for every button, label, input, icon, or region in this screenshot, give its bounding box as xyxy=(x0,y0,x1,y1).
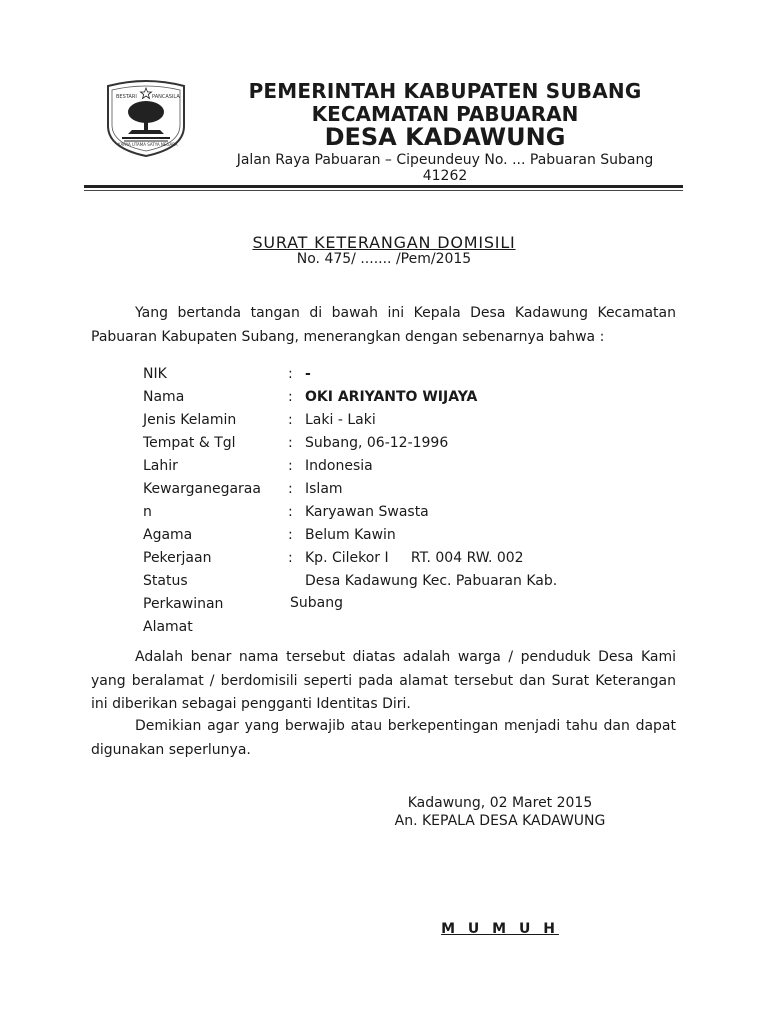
value-alamat-2: Desa Kadawung Kec. Pabuaran Kab. xyxy=(305,573,558,589)
value-ttl: Subang, 06-12-1996 xyxy=(305,435,449,451)
field-values xyxy=(305,363,557,593)
letterhead-address xyxy=(205,152,685,184)
label-status: Status xyxy=(143,573,188,589)
colon: : xyxy=(288,481,293,497)
paragraph-statement xyxy=(91,646,676,717)
signature-name: M U M U H xyxy=(441,921,559,937)
colon: : xyxy=(288,366,293,382)
label-nama: Nama xyxy=(143,389,185,405)
subang-emblem-icon xyxy=(104,78,188,158)
letter-number: No. 475/ ....... /Pem/2015 xyxy=(296,251,472,267)
value-jenis-kelamin: Laki - Laki xyxy=(305,412,376,428)
signature-place-date: Kadawung, 02 Maret 2015 xyxy=(407,795,593,811)
closing-text: Demikian agar yang berwajib atau berkepentingan menjadi tahu dan dapat digunakan seperlunya. xyxy=(91,718,676,758)
label-lahir: Lahir xyxy=(143,458,178,474)
logo-text-bottom: KARYA UTAMA SATYA NEGARA xyxy=(118,142,178,147)
signature-position: An. KEPALA DESA KADAWUNG xyxy=(394,813,606,829)
label-nik: NIK xyxy=(143,366,167,382)
letterhead-village: DESA KADAWUNG xyxy=(324,123,566,151)
intro-paragraph xyxy=(91,302,676,349)
value-kewarganegaraan: Indonesia xyxy=(305,458,373,474)
colon: : xyxy=(288,435,293,451)
logo-text-left: BESTARI xyxy=(116,94,137,100)
value-pekerjaan: Karyawan Swasta xyxy=(305,504,429,520)
intro-text: Yang bertanda tangan di bawah ini Kepala Desa Kadawung Kecamatan Pabuaran Kabupaten Subang, menerangkan dengan sebenarnya bahwa : xyxy=(91,305,676,345)
label-kewarganegaraan-cont: n xyxy=(143,504,152,520)
label-tempat-tgl: Tempat & Tgl xyxy=(143,435,236,451)
value-status: Belum Kawin xyxy=(305,527,396,543)
colon: : xyxy=(288,527,293,543)
label-pekerjaan: Pekerjaan xyxy=(143,550,212,566)
statement-text: Adalah benar nama tersebut diatas adalah warga / penduduk Desa Kami yang beralamat / berdomisili seperti pada alamat tersebut dan Surat Keterangan ini diberikan sebagai pengganti Identitas Diri. xyxy=(91,649,676,712)
label-agama: Agama xyxy=(143,527,193,543)
colon: : xyxy=(288,412,293,428)
colon: : xyxy=(288,550,293,566)
colon: : xyxy=(288,504,293,520)
logo-text-right: PANCASILA xyxy=(152,94,180,100)
colon: : xyxy=(288,389,293,405)
label-perkawinan: Perkawinan xyxy=(143,596,224,612)
letterhead-government: PEMERINTAH KABUPATEN SUBANG xyxy=(248,79,642,103)
value-nik: - xyxy=(305,366,311,382)
field-labels xyxy=(143,363,261,639)
label-kewarganegaraan: Kewarganegaraa xyxy=(143,481,261,497)
letterhead-district: KECAMATAN PABUARAN xyxy=(311,102,579,126)
field-colons xyxy=(288,363,293,570)
letterhead-divider-thin xyxy=(84,190,683,191)
value-nama: OKI ARIYANTO WIJAYA xyxy=(305,389,478,405)
letter-title: SURAT KETERANGAN DOMISILI xyxy=(252,233,516,252)
colon: : xyxy=(288,458,293,474)
letterhead-divider-thick xyxy=(84,185,683,188)
label-jenis-kelamin: Jenis Kelamin xyxy=(143,412,237,428)
address-line-1: Jalan Raya Pabuaran – Cipeundeuy No. ... Pabuaran Subang xyxy=(236,152,654,168)
value-alamat-3: Subang xyxy=(290,595,343,611)
value-alamat-1: Kp. Cilekor I RT. 004 RW. 002 xyxy=(305,550,524,566)
address-line-2: 41262 xyxy=(422,168,468,184)
value-agama: Islam xyxy=(305,481,343,497)
label-alamat: Alamat xyxy=(143,619,193,635)
paragraph-closing xyxy=(91,715,676,762)
